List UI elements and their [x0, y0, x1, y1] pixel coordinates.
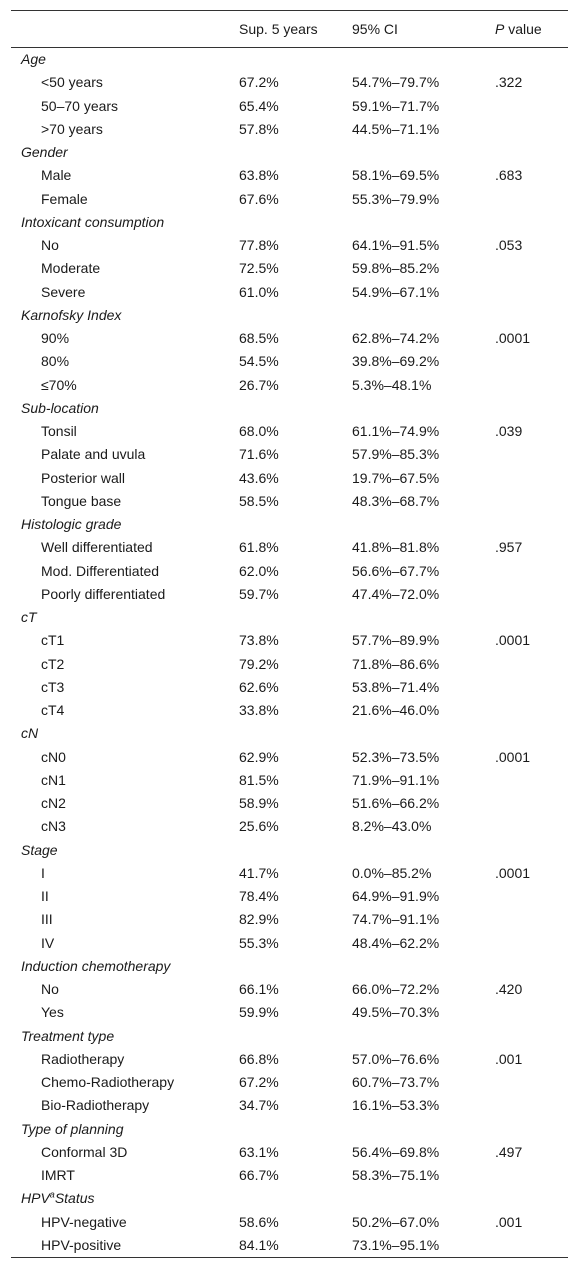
row-sup-5-years: 68.5%	[239, 330, 279, 346]
row-label: Chemo-Radiotherapy	[41, 1074, 175, 1090]
row-p-value: .001	[495, 1213, 523, 1230]
table-row	[11, 71, 568, 94]
row-label: cN3	[41, 818, 66, 835]
section-title-text: Histologic grade	[21, 516, 122, 532]
row-95-ci: 57.9%–85.3%	[352, 446, 440, 463]
row-sup-5-years: 67.6%	[239, 190, 279, 207]
section-title-text: Age	[21, 51, 46, 67]
row-sup-5-years: 72.5%	[239, 260, 279, 277]
row-p-value: .957	[495, 539, 523, 556]
row-label: Radiotherapy	[41, 1050, 125, 1067]
row-95-ci: 66.0%–72.2%	[352, 981, 440, 997]
row-label: Mod. Differentiated	[41, 562, 160, 579]
section-header-row	[11, 513, 568, 536]
table-row	[11, 676, 568, 699]
table-row	[11, 653, 568, 676]
row-sup-5-years: 55.3%	[239, 934, 279, 951]
table-row	[11, 1164, 568, 1187]
row-label: HPV-positive	[41, 1236, 122, 1253]
row-p-value: .039	[495, 423, 523, 439]
table-row	[11, 234, 568, 257]
row-95-ci: 60.7%–73.7%	[352, 1074, 440, 1090]
survival-table	[11, 10, 568, 1258]
row-sup-5-years: 67.2%	[239, 1074, 279, 1090]
row-95-ci: 49.5%–70.3%	[352, 1004, 440, 1021]
row-95-ci: 59.8%–85.2%	[352, 260, 440, 277]
row-95-ci: 71.9%–91.1%	[352, 771, 440, 788]
section-title-text: cN	[21, 725, 39, 742]
table-row	[11, 420, 568, 443]
row-95-ci: 44.5%–71.1%	[352, 120, 440, 137]
section-title	[21, 513, 121, 536]
row-p-value: .0001	[495, 748, 531, 765]
row-95-ci: 53.8%–71.4%	[352, 678, 440, 695]
row-95-ci: 48.4%–62.2%	[352, 934, 440, 951]
row-sup-5-years: 84.1%	[239, 1236, 279, 1253]
section-header-row	[11, 48, 568, 71]
table-row	[11, 188, 568, 211]
section-title-text: HPV	[21, 1190, 50, 1207]
row-95-ci: 57.7%–89.9%	[352, 632, 440, 649]
section-title-text: cT	[21, 609, 37, 625]
row-95-ci: 19.7%–67.5%	[352, 469, 440, 486]
row-95-ci: 71.8%–86.6%	[352, 655, 440, 672]
row-95-ci: 16.1%–53.3%	[352, 1097, 440, 1114]
row-sup-5-years: 25.6%	[239, 818, 279, 835]
row-sup-5-years: 62.9%	[239, 748, 279, 765]
section-header-row	[11, 1118, 568, 1141]
row-sup-5-years: 73.8%	[239, 632, 279, 649]
row-label: HPV-negative	[41, 1213, 127, 1230]
row-sup-5-years: 79.2%	[239, 655, 279, 672]
row-sup-5-years: 61.8%	[239, 539, 279, 556]
row-95-ci: 64.1%–91.5%	[352, 237, 440, 253]
row-sup-5-years: 26.7%	[239, 376, 279, 393]
row-sup-5-years: 65.4%	[239, 97, 279, 114]
section-header-row	[11, 955, 568, 978]
row-95-ci: 54.9%–67.1%	[352, 283, 440, 300]
row-95-ci: 61.1%–74.9%	[352, 423, 440, 439]
section-title	[21, 1187, 95, 1210]
row-label: Moderate	[41, 260, 101, 277]
row-label: cT3	[41, 678, 65, 695]
section-header-row	[11, 397, 568, 420]
row-sup-5-years: 58.6%	[239, 1213, 279, 1230]
section-title-rest: Status	[54, 1190, 95, 1207]
row-label: Conformal 3D	[41, 1143, 128, 1160]
row-sup-5-years: 63.8%	[239, 167, 279, 184]
row-sup-5-years: 66.8%	[239, 1050, 279, 1067]
header-95-ci: 95% CI	[352, 21, 398, 37]
row-95-ci: 64.9%–91.9%	[352, 888, 440, 904]
row-label: cN2	[41, 795, 66, 811]
row-label: 80%	[41, 353, 70, 370]
section-title	[21, 1118, 123, 1141]
row-sup-5-years: 82.9%	[239, 911, 279, 928]
section-header-row	[11, 606, 568, 629]
row-p-value: .497	[495, 1143, 523, 1160]
row-95-ci: 59.1%–71.7%	[352, 97, 440, 114]
row-95-ci: 74.7%–91.1%	[352, 911, 440, 928]
row-sup-5-years: 81.5%	[239, 771, 279, 788]
row-label: III	[41, 911, 53, 928]
table-row	[11, 536, 568, 559]
row-sup-5-years: 58.5%	[239, 492, 279, 509]
table-row	[11, 467, 568, 490]
row-p-value: .053	[495, 237, 523, 253]
section-title	[21, 1025, 114, 1048]
section-title-text: Treatment type	[21, 1027, 115, 1044]
row-label: cT2	[41, 655, 65, 672]
section-header-row	[11, 1025, 568, 1048]
row-sup-5-years: 33.8%	[239, 702, 279, 718]
table-row	[11, 699, 568, 722]
table-row	[11, 1094, 568, 1117]
table-row	[11, 1048, 568, 1071]
row-95-ci: 39.8%–69.2%	[352, 353, 440, 370]
section-title-text: Sub-location	[21, 399, 99, 416]
row-95-ci: 73.1%–95.1%	[352, 1236, 440, 1253]
row-label: No	[41, 981, 59, 997]
bottom-rule	[11, 1257, 568, 1258]
section-title	[21, 397, 99, 420]
table-row	[11, 932, 568, 955]
row-p-value: .001	[495, 1050, 523, 1067]
section-title-text: Type of planning	[21, 1120, 124, 1137]
row-label: >70 years	[41, 120, 103, 137]
table-row	[11, 629, 568, 652]
section-title	[21, 839, 58, 862]
table-row	[11, 281, 568, 304]
table-row	[11, 815, 568, 838]
row-label: Female	[41, 190, 88, 207]
table-body	[11, 48, 568, 1257]
row-95-ci: 50.2%–67.0%	[352, 1213, 440, 1230]
row-sup-5-years: 41.7%	[239, 864, 279, 881]
row-label: 90%	[41, 330, 70, 346]
header-p-italic: P	[495, 21, 505, 37]
section-title	[21, 955, 170, 978]
row-label: cT4	[41, 702, 65, 718]
table-row	[11, 490, 568, 513]
section-header-row	[11, 722, 568, 745]
section-title	[21, 48, 46, 71]
row-sup-5-years: 62.6%	[239, 678, 279, 695]
table-row	[11, 1211, 568, 1234]
row-label: No	[41, 237, 59, 253]
section-title	[21, 211, 164, 234]
row-sup-5-years: 34.7%	[239, 1097, 279, 1114]
row-label: cT1	[41, 632, 65, 649]
row-sup-5-years: 59.9%	[239, 1004, 279, 1021]
table-row	[11, 118, 568, 141]
row-95-ci: 62.8%–74.2%	[352, 330, 440, 346]
row-sup-5-years: 66.1%	[239, 981, 279, 997]
row-sup-5-years: 58.9%	[239, 795, 279, 811]
row-label: I	[41, 864, 45, 881]
row-sup-5-years: 67.2%	[239, 74, 279, 91]
row-label: IMRT	[41, 1167, 75, 1183]
row-sup-5-years: 71.6%	[239, 446, 279, 463]
section-header-row	[11, 839, 568, 862]
row-p-value: .683	[495, 167, 523, 184]
row-95-ci: 47.4%–72.0%	[352, 585, 440, 602]
row-sup-5-years: 63.1%	[239, 1143, 279, 1160]
table-row	[11, 769, 568, 792]
row-95-ci: 58.1%–69.5%	[352, 167, 440, 184]
row-label: IV	[41, 934, 55, 951]
row-95-ci: 56.6%–67.7%	[352, 562, 440, 579]
header-p-value	[495, 11, 542, 47]
row-label: Bio-Radiotherapy	[41, 1097, 150, 1114]
row-sup-5-years: 62.0%	[239, 562, 279, 579]
table-row	[11, 443, 568, 466]
table-row	[11, 862, 568, 885]
row-95-ci: 58.3%–75.1%	[352, 1167, 440, 1183]
row-95-ci: 51.6%–66.2%	[352, 795, 440, 811]
row-sup-5-years: 54.5%	[239, 353, 279, 370]
row-sup-5-years: 66.7%	[239, 1167, 279, 1183]
row-label: Severe	[41, 283, 86, 300]
section-title-text: Karnofsky Index	[21, 306, 122, 323]
section-title-text: Intoxicant consumption	[21, 213, 165, 230]
table-row	[11, 978, 568, 1001]
table-row	[11, 350, 568, 373]
table-row	[11, 374, 568, 397]
table-row	[11, 1141, 568, 1164]
table-row	[11, 746, 568, 769]
row-95-ci: 57.0%–76.6%	[352, 1050, 440, 1067]
table-row	[11, 885, 568, 908]
row-95-ci: 48.3%–68.7%	[352, 492, 440, 509]
section-header-row	[11, 304, 568, 327]
table-row	[11, 908, 568, 931]
table-row	[11, 1071, 568, 1094]
table-row	[11, 1001, 568, 1024]
row-p-value: .420	[495, 981, 523, 997]
row-label: ≤70%	[41, 376, 77, 393]
row-sup-5-years: 77.8%	[239, 237, 279, 253]
row-label: Tonsil	[41, 423, 77, 439]
row-sup-5-years: 78.4%	[239, 888, 279, 904]
table-row	[11, 560, 568, 583]
section-title-text: Stage	[21, 841, 58, 858]
section-title	[21, 141, 68, 164]
row-95-ci: 0.0%–85.2%	[352, 864, 432, 881]
section-title	[21, 722, 38, 745]
row-sup-5-years: 61.0%	[239, 283, 279, 300]
row-95-ci: 55.3%–79.9%	[352, 190, 440, 207]
row-p-value: .0001	[495, 864, 531, 881]
row-p-value: .0001	[495, 330, 531, 346]
header-p-rest: value	[504, 21, 542, 37]
table-row	[11, 792, 568, 815]
row-sup-5-years: 68.0%	[239, 423, 279, 439]
row-label: Poorly differentiated	[41, 585, 166, 602]
row-label: Posterior wall	[41, 469, 126, 486]
section-title	[21, 606, 37, 629]
row-label: cN1	[41, 771, 66, 788]
table-row	[11, 583, 568, 606]
row-p-value: .322	[495, 74, 523, 91]
row-95-ci: 8.2%–43.0%	[352, 818, 432, 835]
header-sup-5-years: Sup. 5 years	[239, 21, 318, 37]
row-label: cN0	[41, 748, 66, 765]
section-header-row	[11, 1187, 568, 1210]
section-title-footnote: a	[49, 1189, 55, 1200]
row-95-ci: 41.8%–81.8%	[352, 539, 440, 556]
section-title-text: Induction chemotherapy	[21, 957, 171, 974]
row-label: <50 years	[41, 74, 103, 91]
row-sup-5-years: 59.7%	[239, 585, 279, 602]
row-label: Male	[41, 167, 72, 184]
table-row	[11, 1234, 568, 1257]
table-row	[11, 95, 568, 118]
row-label: 50–70 years	[41, 97, 119, 114]
row-95-ci: 21.6%–46.0%	[352, 702, 440, 718]
row-label: Well differentiated	[41, 539, 153, 556]
row-95-ci: 5.3%–48.1%	[352, 376, 432, 393]
section-title-text: Gender	[21, 144, 68, 160]
row-label: II	[41, 888, 49, 904]
table-row	[11, 327, 568, 350]
row-label: Palate and uvula	[41, 446, 146, 463]
section-title	[21, 304, 121, 327]
section-header-row	[11, 141, 568, 164]
section-header-row	[11, 211, 568, 234]
row-95-ci: 54.7%–79.7%	[352, 74, 440, 91]
row-sup-5-years: 57.8%	[239, 120, 279, 137]
row-p-value: .0001	[495, 632, 531, 649]
row-label: Tongue base	[41, 492, 122, 509]
row-sup-5-years: 43.6%	[239, 469, 279, 486]
row-label: Yes	[41, 1004, 64, 1021]
table-row	[11, 257, 568, 280]
table-header	[11, 11, 568, 47]
row-95-ci: 56.4%–69.8%	[352, 1143, 440, 1160]
table-row	[11, 164, 568, 187]
row-95-ci: 52.3%–73.5%	[352, 748, 440, 765]
